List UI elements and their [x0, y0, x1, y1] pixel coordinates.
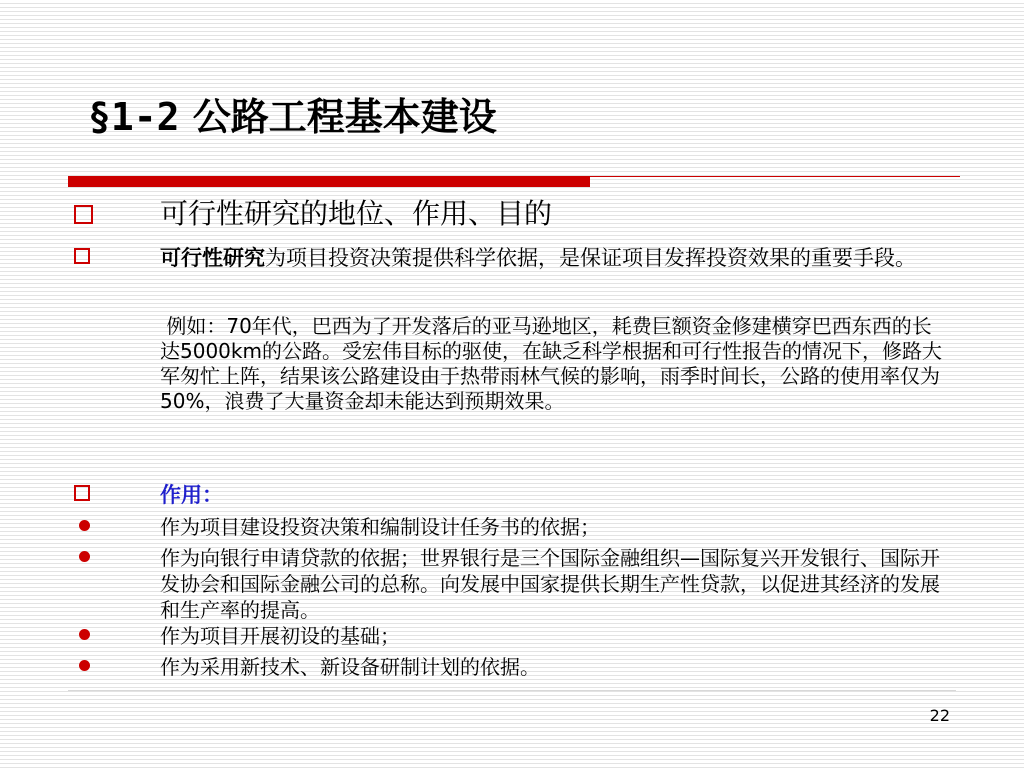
square-bullet-icon: [74, 485, 90, 501]
feasibility-rest: 为项目投资决策提供科学依据，是保证项目发挥投资效果的重要手段。: [265, 246, 916, 270]
section-number: §1-2: [88, 95, 180, 139]
bullet-item-2: 作为向银行申请贷款的依据；世界银行是三个国际金融组织—国际复兴开发银行、国际开发协会和国际金融公司的总称。向发展中国家提供长期生产性贷款，以促进其经济的发展和生产率的提高。: [160, 546, 940, 622]
title-underline-bar: [68, 176, 590, 187]
title-underline-line: [590, 176, 960, 177]
title-text: 公路工程基本建设: [192, 95, 497, 139]
bullet-item-1: 作为项目建设投资决策和编制设计任务书的依据；: [160, 515, 600, 539]
round-bullet-icon: [79, 629, 90, 640]
footer-divider: [68, 690, 956, 691]
zuoyong-heading: 作用：: [160, 483, 223, 507]
round-bullet-icon: [79, 660, 90, 671]
square-bullet-icon: [74, 248, 90, 264]
square-bullet-icon: [74, 205, 93, 224]
heading-feasibility: 可行性研究的地位、作用、目的: [160, 197, 553, 230]
bullet-item-3: 作为项目开展初设的基础；: [160, 624, 400, 648]
feasibility-paragraph: [160, 245, 940, 271]
bullet-item-4: 作为采用新技术、新设备研制计划的依据。: [160, 655, 540, 679]
example-paragraph: [160, 314, 945, 414]
example-text: 例如：70年代，巴西为了开发落后的亚马逊地区，耗费巨额资金修建横穿巴西东西的长达5000km的公路。受宏伟目标的驱使，在缺乏科学根据和可行性报告的情况下，修路大军匆忙上阵，结果该公路建设由于热带雨林气候的影响，雨季时间长，公路的使用率仅为50%，浪费了大量资金却未能达到预期效果。: [160, 314, 942, 413]
round-bullet-icon: [79, 520, 90, 531]
feasibility-bold: 可行性研究: [160, 246, 265, 270]
page-number: 22: [929, 706, 950, 725]
round-bullet-icon: [79, 551, 90, 562]
slide-title: [88, 92, 497, 142]
